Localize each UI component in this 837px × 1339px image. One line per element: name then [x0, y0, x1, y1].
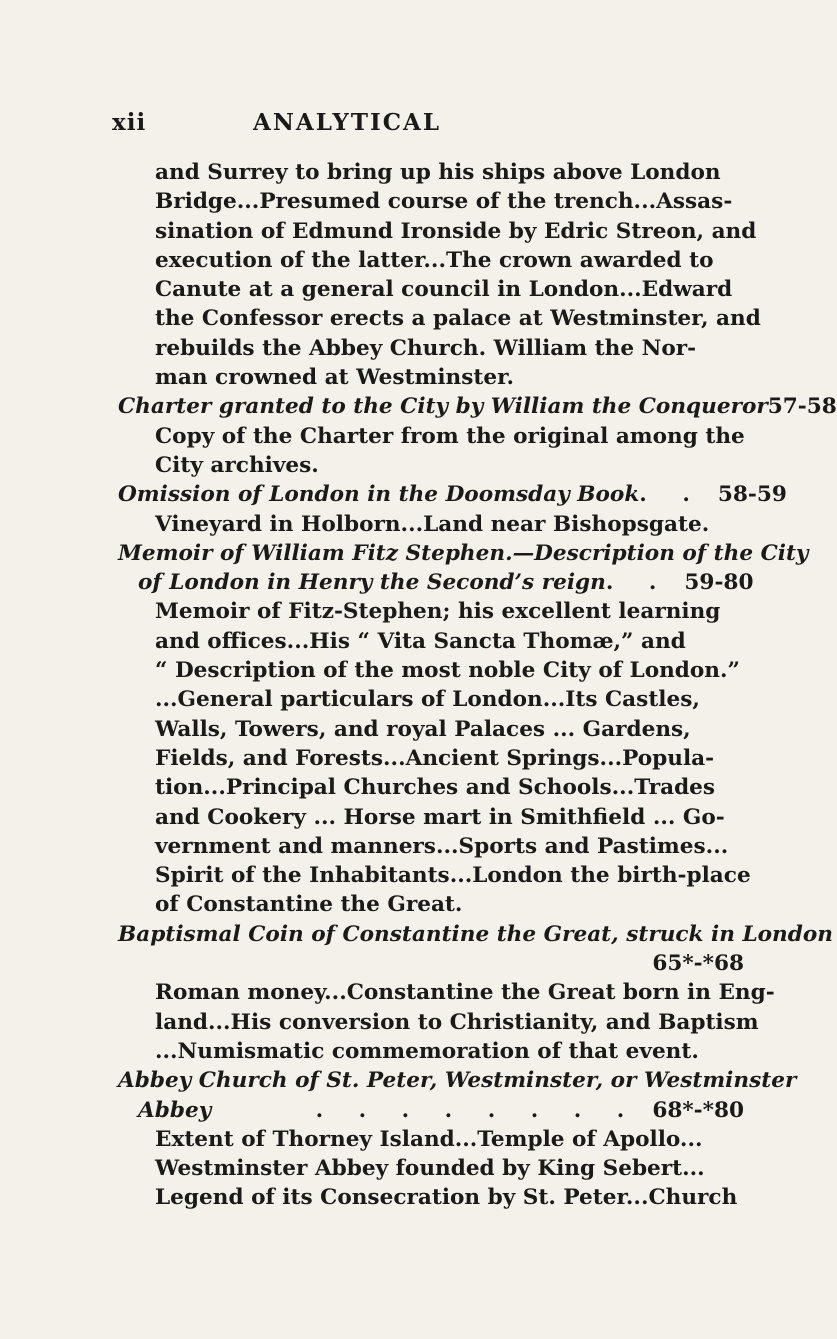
text-line: tion...Principal Churches and Schools...Trades [155, 775, 716, 801]
text-line: Legend of its Consecration by St. Peter...Church [155, 1185, 738, 1211]
page-header [0, 101, 800, 141]
contents-text [118, 158, 837, 1213]
text-line: rebuilds the Abbey Church. William the Nor- [155, 335, 697, 361]
text-line: sination of Edmund Ironside by Edric Streon, and [155, 218, 757, 244]
text-line: Spirit of the Inhabitants...London the birth-place [155, 863, 751, 889]
text-line: Extent of Thorney Island...Temple of Apollo... [155, 1126, 703, 1152]
text-line: Walls, Towers, and royal Palaces ... Gardens, [155, 716, 691, 742]
contents-entry-abbey [118, 1096, 744, 1125]
entry-pages: 59-80 [684, 570, 754, 596]
text-line: Westminster Abbey founded by King Sebert... [155, 1156, 705, 1182]
entry-title: of London in Henry the Second’s reign [138, 570, 606, 596]
text-line: and Cookery ... Horse mart in Smithfield ... Go- [155, 804, 725, 830]
text-line: ...Numismatic commemoration of that event. [155, 1038, 699, 1064]
text-line: Copy of the Charter from the original among the [155, 423, 745, 449]
text-line: Vineyard in Holborn...Land near Bishopsgate. [155, 511, 710, 537]
text-line: Memoir of Fitz-Stephen; his excellent learning [155, 599, 721, 625]
text-line: execution of the latter...The crown awarded to [155, 247, 714, 273]
text-line: ...General particulars of London...Its Castles, [155, 687, 700, 713]
text-line: land...His conversion to Christianity, and Baptism [155, 1009, 759, 1035]
text-line: “ Description of the most noble City of London.” [155, 658, 740, 684]
text-line: Bridge...Presumed course of the trench...Assas- [155, 189, 733, 215]
entry-pages: 57-58 [767, 394, 837, 420]
contents-entry-doomsday [118, 480, 787, 509]
leader-dots: . . [639, 482, 704, 508]
entry-title: Omission of London in the Doomsday Book [118, 482, 640, 508]
text-line: of Constantine the Great. [155, 892, 463, 918]
entry-title: Charter granted to the City by William the Conqueror [118, 394, 768, 420]
text-line: man crowned at Westminster. [155, 365, 515, 391]
text-line: Fields, and Forests...Ancient Springs...Popula- [155, 745, 715, 771]
contents-entry-charter [118, 392, 837, 421]
text-line: vernment and manners...Sports and Pastimes... [155, 833, 729, 859]
page-number: xii [112, 109, 147, 136]
entry-pages: 68*-*80 [652, 1097, 744, 1123]
text-line: and offices...His “ Vita Sancta Thomæ,” and [155, 628, 686, 654]
entry-title: Abbey Church of St. Peter, Westminster, or Westminster [118, 1068, 797, 1094]
contents-entry-fitz-stephen [118, 568, 754, 597]
text-line: Roman money...Constantine the Great born in Eng- [155, 980, 775, 1006]
text-line: City archives. [155, 452, 319, 478]
entry-pages: 58-59 [717, 482, 787, 508]
entry-pages: 65*-*68 [652, 951, 744, 977]
entry-title: Baptismal Coin of Constantine the Great, struck in London [118, 921, 833, 947]
leader-dots: . . . . . . . . [315, 1097, 639, 1123]
entry-title: Memoir of William Fitz Stephen.—Description of the City [118, 540, 809, 566]
entry-title: Abbey [138, 1097, 212, 1123]
running-head: ANALYTICAL [253, 109, 442, 136]
text-line: and Surrey to bring up his ships above London [155, 160, 721, 185]
leader-dots: . . [605, 570, 671, 596]
text-line: Canute at a general council in London...Edward [155, 277, 733, 303]
text-line: the Confessor erects a palace at Westminster, and [155, 306, 761, 332]
